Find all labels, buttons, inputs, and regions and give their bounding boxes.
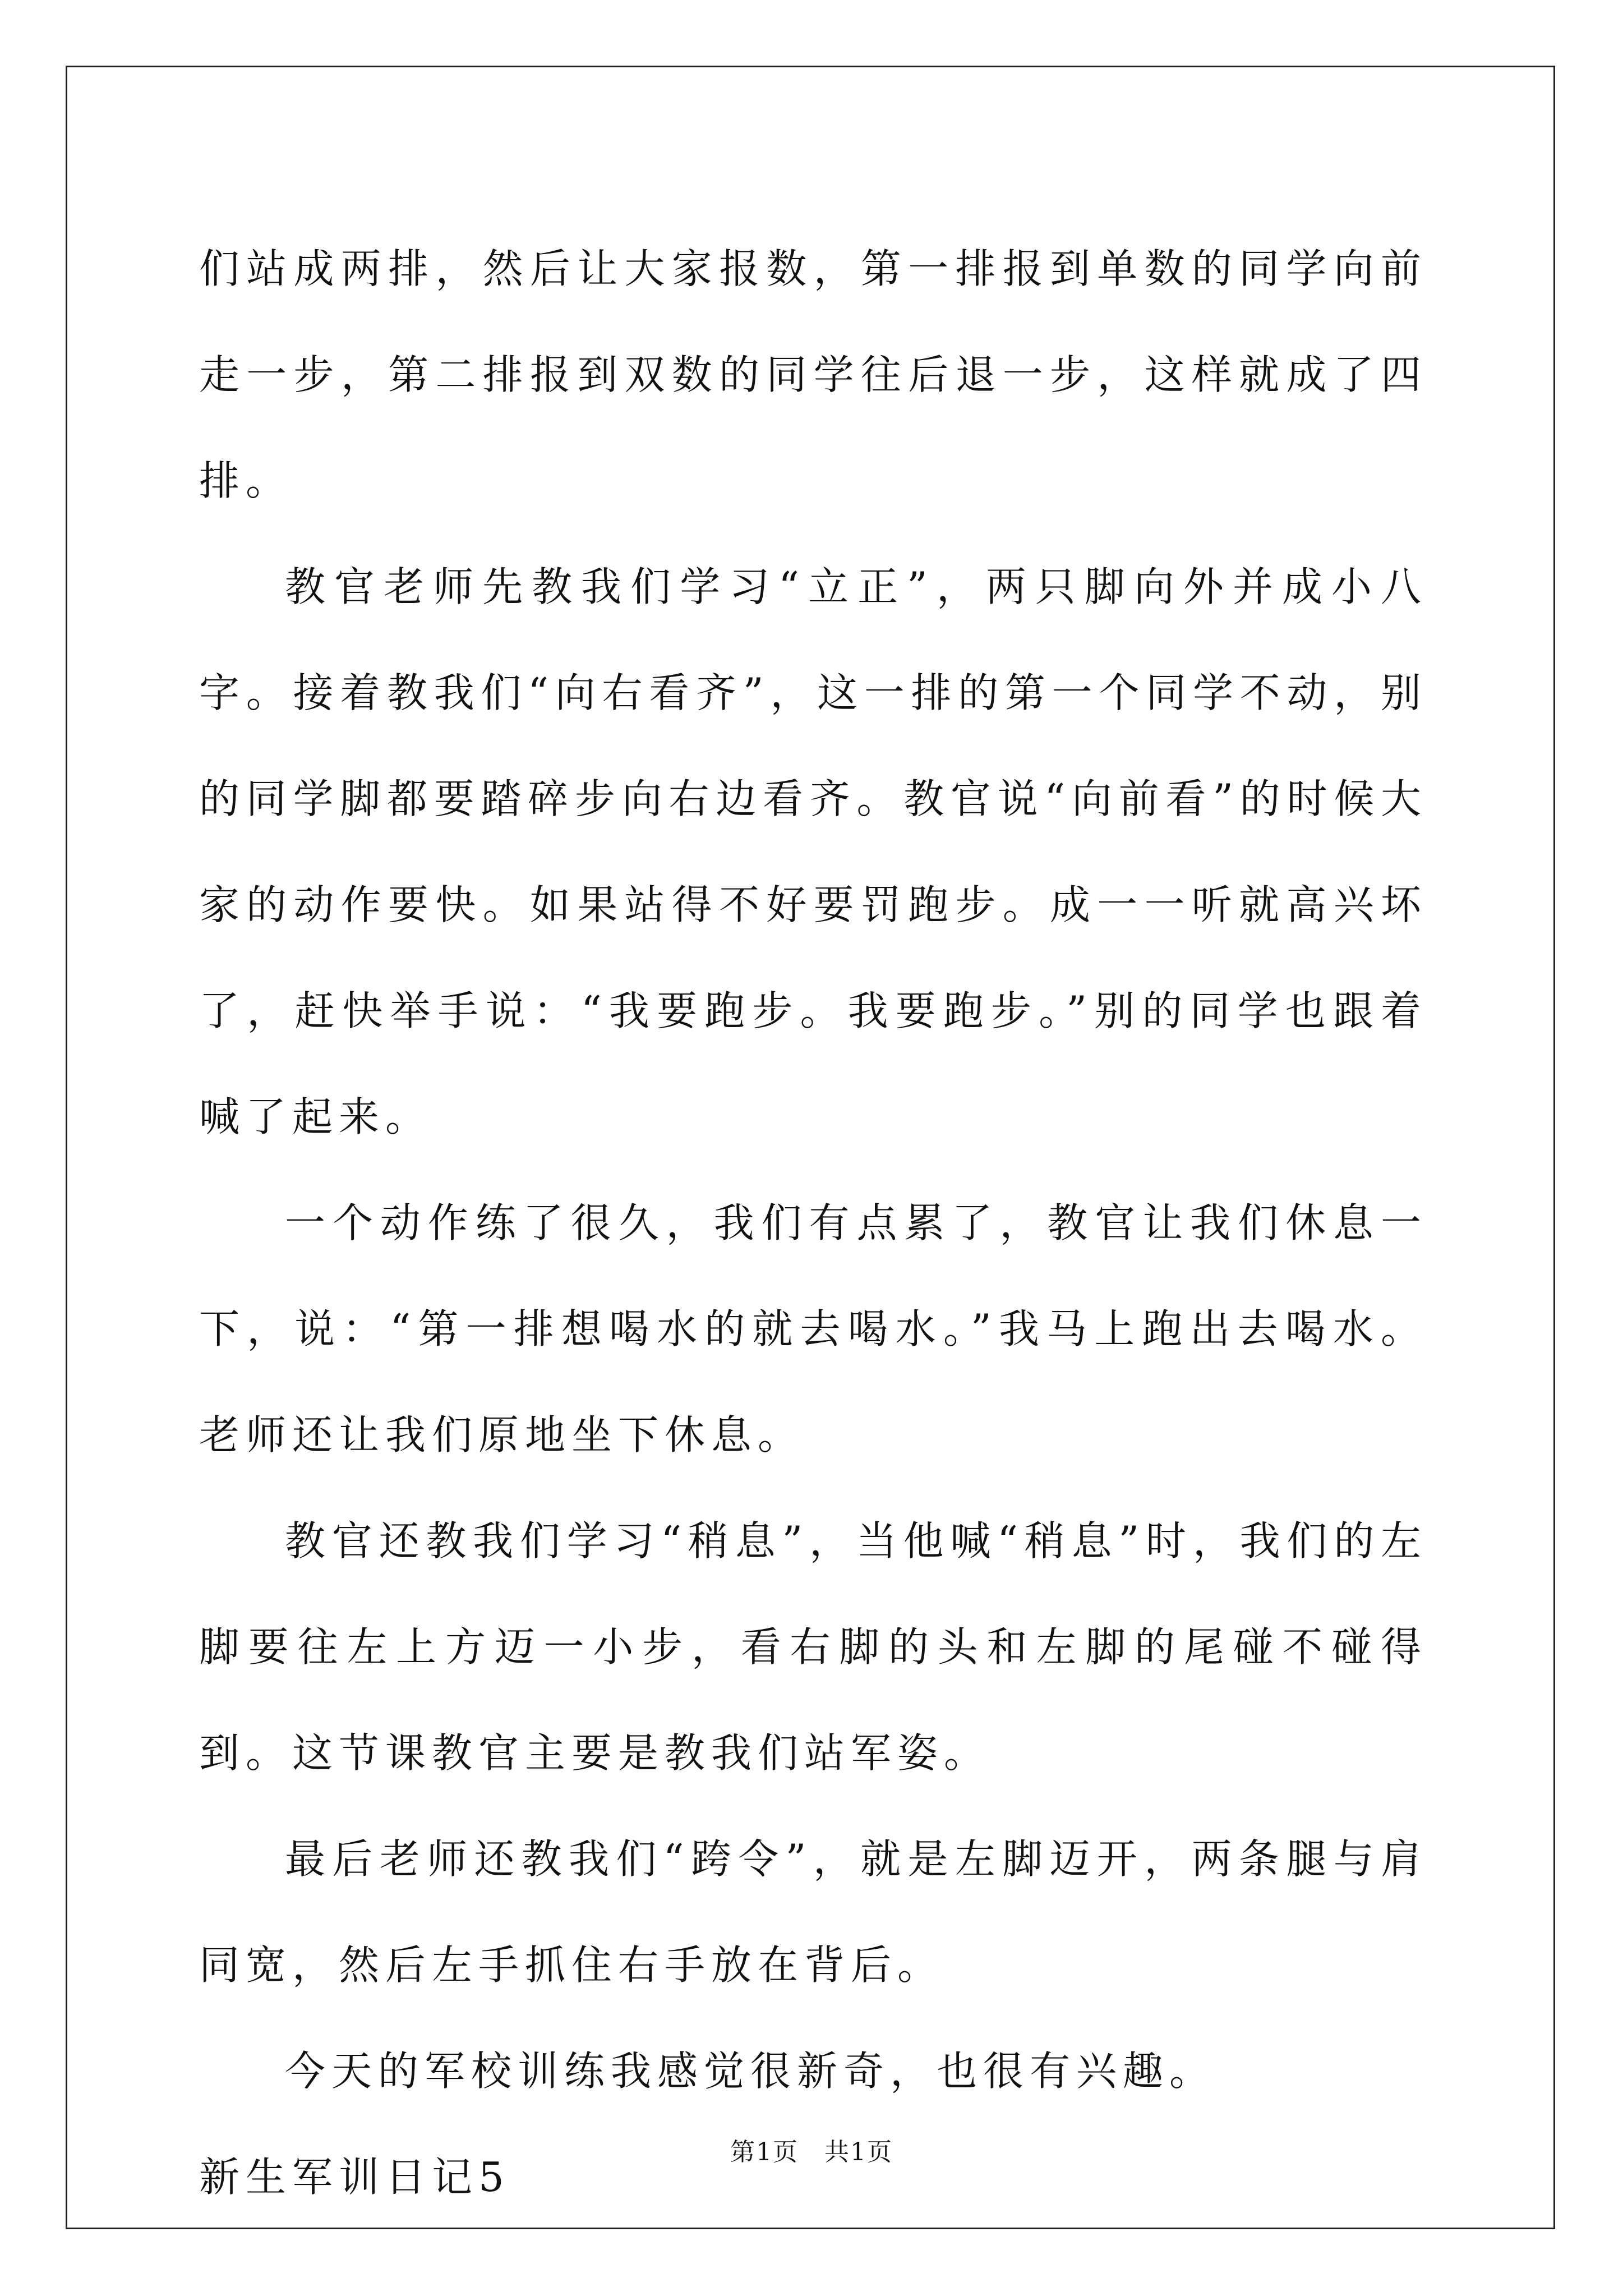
section-title: 新生军训日记5: [199, 2154, 510, 2201]
paragraph: 今天的军校训练我感觉很新奇，也很有兴趣。: [285, 2047, 1216, 2095]
paragraph: 最后老师还教我们“跨令”，就是左脚迈开，两条腿与肩同宽，然后左手抓住右手放在背后。: [199, 1835, 1427, 1989]
document-body: [199, 216, 1427, 2230]
paragraph: 教官老师先教我们学习“立正”，两只脚向外并成小八字。接着教我们“向右看齐”，这一排的第一个同学不动，别的同学脚都要踏碎步向右边看齐。教官说“向前看”的时候大家的动作要快。如果站得不好要罚跑步。成一一听就高兴坏了，赶快举手说：“我要跑步。我要跑步。”别的同学也跟着喊了起来。: [199, 563, 1427, 1140]
paragraph: 一个动作练了很久，我们有点累了，教官让我们休息一下，说：“第一排想喝水的就去喝水。”我马上跑出去喝水。老师还让我们原地坐下休息。: [199, 1199, 1427, 1458]
paragraph: 们站成两排，然后让大家报数，第一排报到单数的同学向前走一步，第二排报到双数的同学往后退一步，这样就成了四排。: [199, 245, 1427, 504]
page-number-footer: 第1页 共1页: [730, 2138, 893, 2166]
paragraph: 教官还教我们学习“稍息”，当他喊“稍息”时，我们的左脚要往左上方迈一小步，看右脚的头和左脚的尾碰不碰得到。这节课教官主要是教我们站军姿。: [199, 1517, 1427, 1777]
